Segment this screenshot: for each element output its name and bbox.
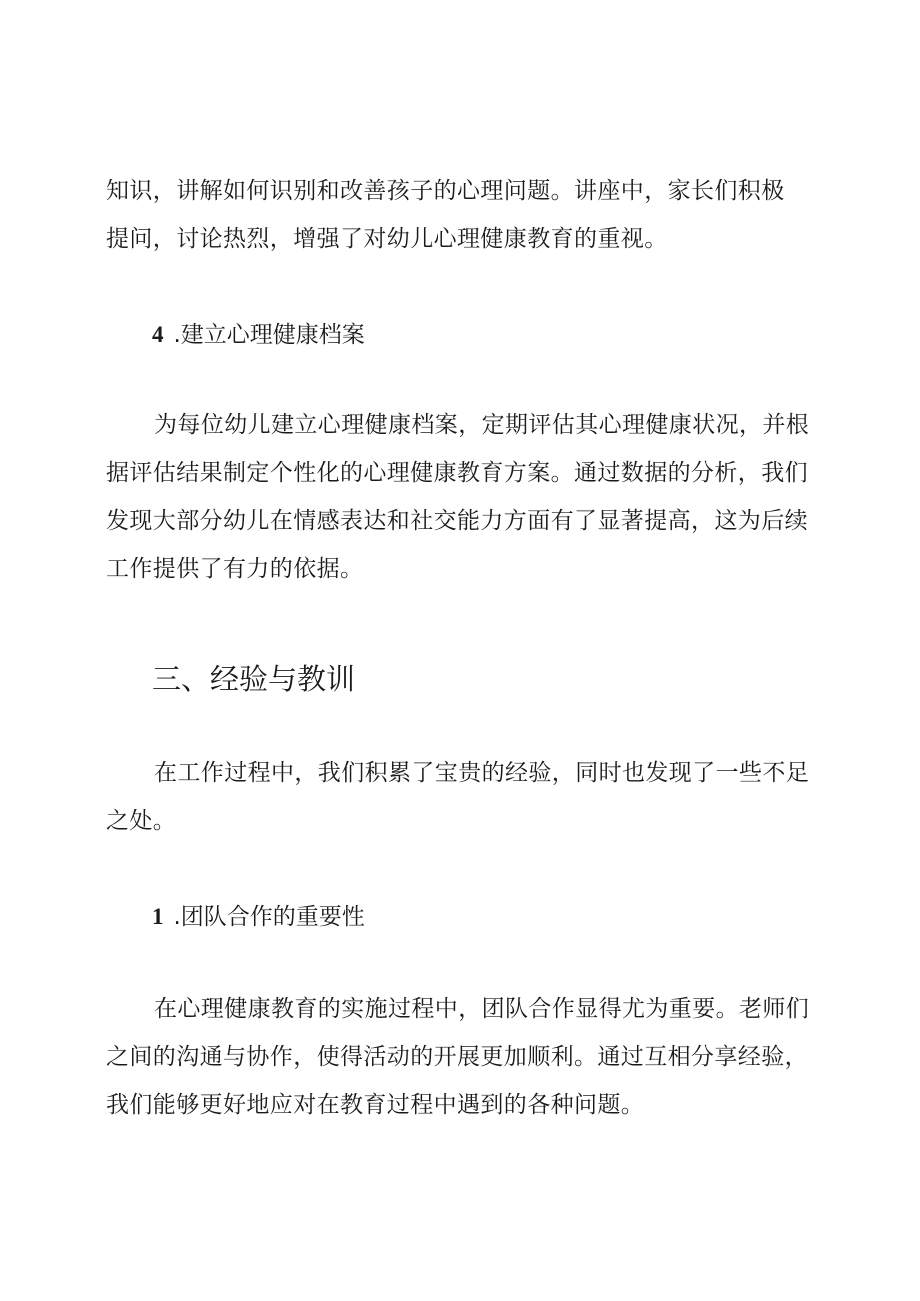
paragraph-team [106,985,810,1129]
paragraph-line: 之间的沟通与协作，使得活动的开展更加顺利。通过互相分享经验， [106,1044,808,1070]
section-heading-3 [106,659,852,699]
paragraph-line: 知识，讲解如何识别和改善孩子的心理问题。讲座中，家长们积极 [106,178,785,204]
paragraph-experience [106,749,810,845]
paragraph-line: 在工作过程中，我们积累了宝贵的经验，同时也发现了一些不足 [154,760,810,786]
paragraph-line: 我们能够更好地应对在教育过程中遇到的各种问题。 [106,1092,645,1118]
subsection-title: .团队合作的重要性 [173,904,365,930]
subsection-title: .建立心理健康档案 [173,322,365,348]
paragraph-line: 之处。 [106,808,177,834]
subsection-number: 1 [152,904,164,929]
paragraph-intro [106,167,806,263]
paragraph-line: 为每位幼儿建立心理健康档案，定期评估其心理健康状况，并根 [154,412,810,438]
paragraph-archive [106,401,810,593]
section-title: 三、经验与教训 [152,662,356,696]
paragraph-line: 据评估结果制定个性化的心理健康教育方案。通过数据的分析，我们 [106,460,808,486]
subsection-heading-4 [106,320,852,350]
paragraph-line: 工作提供了有力的依据。 [106,556,364,582]
subsection-heading-1 [106,902,852,932]
paragraph-line: 提问，讨论热烈，增强了对幼儿心理健康教育的重视。 [106,226,668,252]
paragraph-line: 在心理健康教育的实施过程中，团队合作显得尤为重要。老师们 [154,996,810,1022]
subsection-number: 4 [152,322,164,347]
paragraph-line: 发现大部分幼儿在情感表达和社交能力方面有了显著提高，这为后续 [106,508,808,534]
